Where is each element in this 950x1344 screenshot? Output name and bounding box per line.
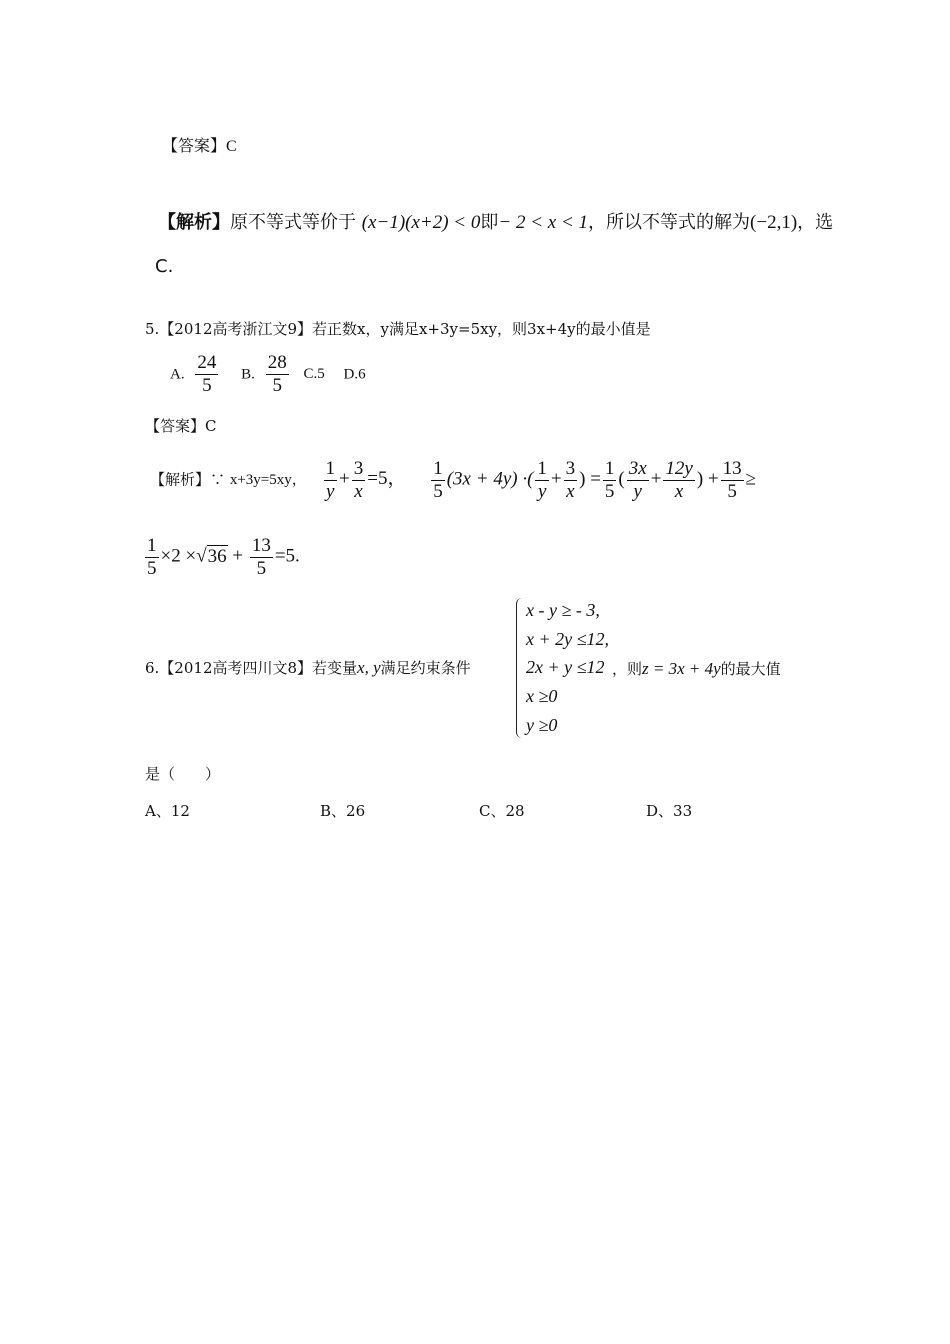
frac-13-over-5 (721, 458, 744, 503)
frac-den: 5 (604, 480, 615, 502)
q5-option-d: D.6 (343, 366, 366, 383)
expr-3x4y: (3x + 4y) ·( (446, 468, 534, 490)
paren-open: ( (618, 468, 625, 490)
answer-line-1 (162, 133, 237, 156)
inequality-expr: (x−1)(x+2) < 0 (361, 212, 481, 233)
frac-den: 5 (727, 480, 737, 502)
q6-stem-1: 6.【2012高考四川文8】若变量 (145, 659, 358, 677)
q6-vars: x, y (357, 658, 381, 677)
q6-objective: z = 3x + 4y (642, 659, 721, 678)
sqrt-value: 36 (207, 545, 227, 567)
analysis-text-2: ，所以不等式的解为 (588, 212, 751, 233)
frac-num: 12y (665, 458, 693, 479)
q5-analysis-line-1: 【解析】∵ x+3y=5xy， $\frac{1}{y}$ + $\frac{3}{x}$ =5， $\frac{1}{5}$ (3x + 4y) ·( $\frac{1}{y}$ + $\frac{3}{x}$ ) = $\frac{1}{5}$ ( $\frac{3x}{y}$ + $\frac{12y}{x}$ ) + $\frac{13}{5}$ ≥ (150, 458, 757, 502)
because-symbol: ∵ (210, 470, 226, 489)
frac-num: 1 (147, 535, 157, 556)
frac-den: 5 (147, 557, 157, 579)
q5-option-a-den: 5 (202, 374, 212, 396)
eq-tail: =5， (367, 468, 407, 490)
q6-option-c: C、28 (479, 802, 525, 820)
frac-num: 1 (433, 458, 443, 479)
q5-analysis-line-2: $\frac{1}{5}$ ×2 ×√36 + $\frac{13}{5}$ =5. (147, 535, 300, 579)
frac-num: 3x (628, 458, 647, 479)
ji-text: 即 (480, 212, 499, 233)
times-two: ×2 × (160, 545, 197, 567)
analysis-line-1 (158, 208, 833, 234)
constraint-3: 2x + y ≤12 (526, 657, 605, 677)
constraint-brace (516, 598, 523, 738)
q6-stem-4: 的最大值 (720, 660, 781, 678)
frac-num: 13 (722, 458, 742, 479)
answer-value: C (226, 138, 237, 155)
q5-option-b-label: B. (241, 366, 255, 383)
frac-den: x (566, 480, 575, 502)
q5-option-b-fraction (266, 352, 289, 397)
frac-1-over-y-2 (535, 458, 549, 503)
q5-option-a-fraction (195, 352, 218, 397)
q6-option-d: D、33 (646, 802, 693, 820)
analysis-label: 【解析】 (158, 212, 230, 233)
q5-stem: 5.【2012高考浙江文9】若正数x，y满足x+3y=5xy，则3x+4y的最小值是 (145, 320, 651, 338)
q6-stem-2: 满足约束条件 (380, 659, 471, 677)
frac-1-over-y (324, 458, 338, 503)
q5-given: x+3y=5xy， (229, 472, 307, 489)
q6-stem-3: ，则 (612, 660, 643, 678)
eq-sign: ) = (579, 468, 601, 490)
q5-analysis-label: 【解析】 (150, 470, 211, 489)
frac-num: 13 (251, 535, 271, 556)
q6-option-a: A、12 (145, 802, 190, 820)
frac-num: 3 (565, 458, 576, 479)
frac-den: x (354, 480, 363, 502)
q6-stem-tail (612, 658, 781, 679)
answer-label: 【答案】 (162, 136, 227, 155)
frac-num: 3 (353, 458, 364, 479)
frac-1-over-5 (431, 458, 445, 503)
frac-den: 5 (433, 480, 443, 502)
result: =5. (274, 545, 300, 567)
frac-13-over-5-2 (250, 535, 273, 580)
analysis-end: C. (155, 256, 174, 277)
analysis-text-1: 原不等式等价于 (230, 212, 356, 233)
paren-close: ) + (696, 468, 719, 490)
frac-den: y (633, 480, 642, 502)
frac-den: y (537, 480, 547, 502)
frac-3x-over-y (627, 458, 649, 503)
q5-option-a-label: A. (170, 366, 185, 383)
constraint-5: y ≥0 (526, 715, 558, 735)
q5-option-b-den: 5 (272, 374, 282, 396)
q5-options (170, 352, 366, 397)
q6-stem-cont: 是（ ） (145, 765, 221, 783)
frac-1-over-5-3 (145, 535, 159, 580)
frac-num: 1 (537, 458, 547, 479)
geq-sign: ≥ (745, 468, 757, 490)
frac-num: 1 (325, 458, 336, 479)
interval-expr: (−2,1) (750, 212, 798, 233)
q5-answer: 【答案】C (145, 417, 217, 435)
q5-option-b-num: 28 (267, 352, 287, 373)
frac-1-over-5-2 (603, 458, 617, 503)
constraint-4: x ≥0 (526, 686, 558, 706)
q5-option-a-num: 24 (197, 352, 217, 373)
q5-option-c: C.5 (303, 366, 325, 383)
frac-3-over-x-2 (564, 458, 578, 503)
frac-12y-over-x (663, 458, 694, 503)
constraint-1: x - y ≥ - 3, (526, 600, 600, 620)
frac-3-over-x (352, 458, 366, 503)
frac-den: y (326, 480, 335, 502)
q6-option-b: B、26 (320, 802, 366, 820)
frac-num: 1 (604, 458, 615, 479)
q6-stem-line (145, 657, 471, 678)
analysis-text-3: ，选 (797, 212, 834, 233)
range-expr: − 2 < x < 1 (498, 212, 589, 233)
frac-den: x (674, 480, 684, 502)
constraint-2: x + 2y ≤12, (526, 629, 610, 649)
frac-den: 5 (256, 557, 267, 579)
